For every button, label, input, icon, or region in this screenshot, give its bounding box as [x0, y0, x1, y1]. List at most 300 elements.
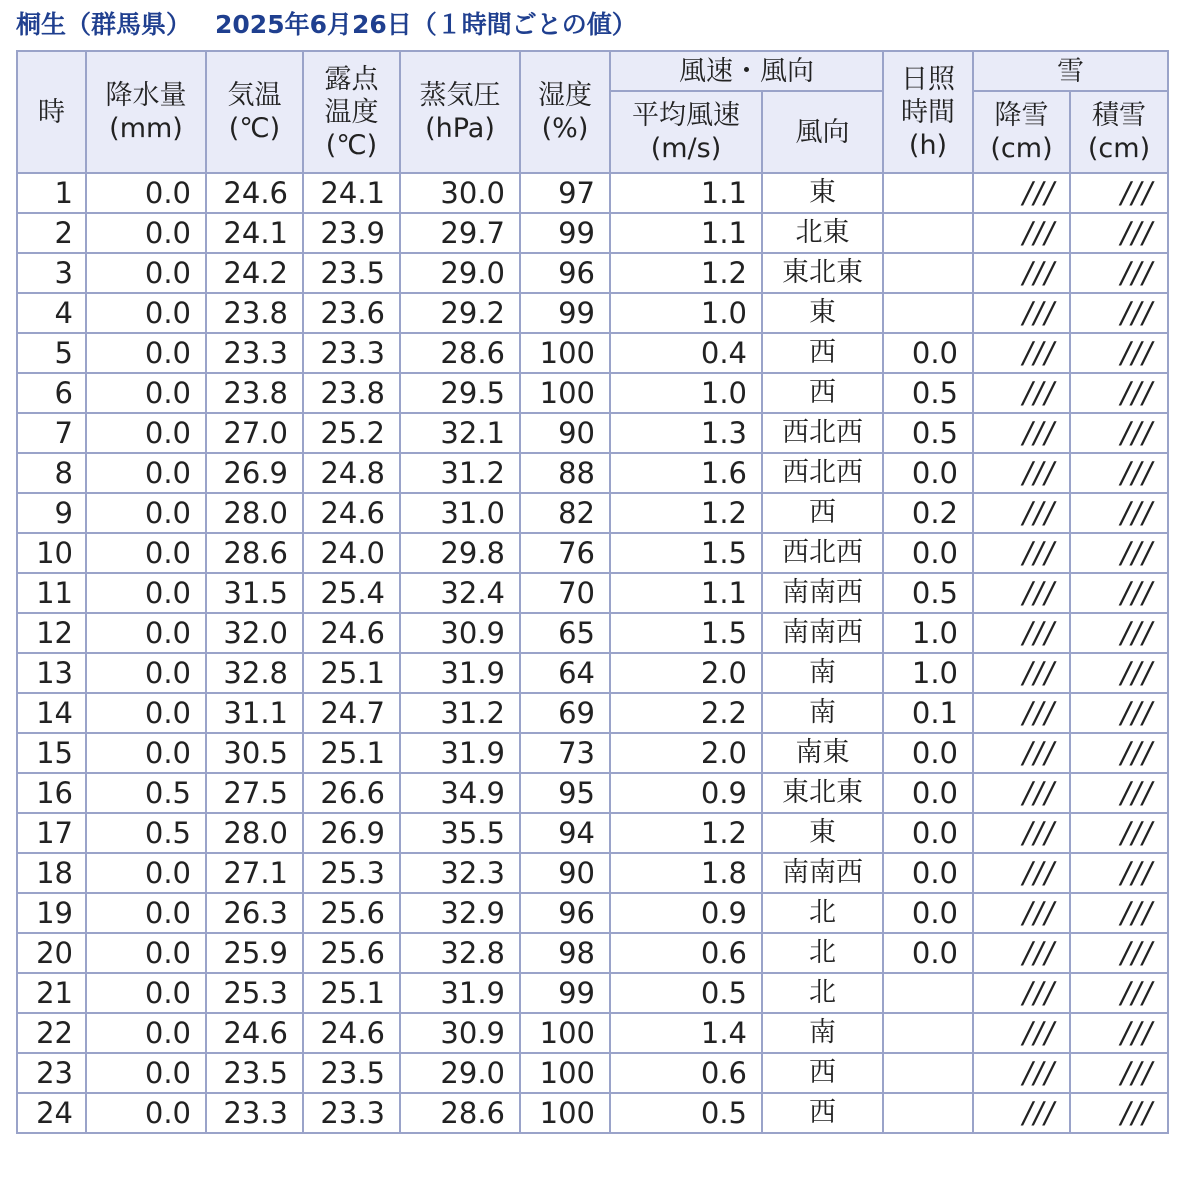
cell-precipitation: 0.0 [86, 213, 206, 253]
cell-precipitation: 0.0 [86, 253, 206, 293]
cell-sunshine [883, 293, 973, 333]
cell-snowfall: /// [973, 893, 1070, 933]
cell-sunshine: 0.5 [883, 413, 973, 453]
cell-hour: 17 [17, 813, 86, 853]
cell-hour: 23 [17, 1053, 86, 1093]
cell-humidity: 90 [520, 413, 610, 453]
cell-humidity: 69 [520, 693, 610, 733]
cell-precipitation: 0.0 [86, 853, 206, 893]
cell-snow-depth: /// [1070, 253, 1168, 293]
cell-dew-point: 25.1 [303, 733, 400, 773]
cell-vapor-pressure: 31.9 [400, 973, 520, 1013]
cell-humidity: 100 [520, 333, 610, 373]
cell-sunshine: 0.0 [883, 333, 973, 373]
cell-temperature: 25.3 [206, 973, 303, 1013]
cell-humidity: 94 [520, 813, 610, 853]
cell-hour: 13 [17, 653, 86, 693]
cell-temperature: 31.1 [206, 693, 303, 733]
table-row [17, 413, 1168, 453]
cell-precipitation: 0.0 [86, 973, 206, 1013]
cell-snow-depth: /// [1070, 373, 1168, 413]
cell-hour: 11 [17, 573, 86, 613]
cell-snowfall: /// [973, 573, 1070, 613]
cell-precipitation: 0.0 [86, 693, 206, 733]
cell-wind-speed: 1.8 [610, 853, 762, 893]
cell-wind-direction: 東 [762, 173, 883, 213]
cell-snowfall: /// [973, 173, 1070, 213]
cell-vapor-pressure: 29.0 [400, 1053, 520, 1093]
cell-snowfall: /// [973, 453, 1070, 493]
cell-temperature: 32.0 [206, 613, 303, 653]
header-snow-depth: 積雪 (cm) [1070, 91, 1168, 173]
cell-temperature: 24.6 [206, 173, 303, 213]
cell-wind-direction: 西北西 [762, 413, 883, 453]
cell-sunshine [883, 1013, 973, 1053]
cell-wind-direction: 西 [762, 1093, 883, 1133]
table-row [17, 693, 1168, 733]
cell-humidity: 76 [520, 533, 610, 573]
page-title [16, 6, 637, 44]
cell-vapor-pressure: 35.5 [400, 813, 520, 853]
cell-humidity: 73 [520, 733, 610, 773]
cell-temperature: 24.6 [206, 1013, 303, 1053]
cell-wind-speed: 1.5 [610, 533, 762, 573]
cell-temperature: 26.3 [206, 893, 303, 933]
cell-wind-direction: 南東 [762, 733, 883, 773]
cell-wind-direction: 西北西 [762, 533, 883, 573]
observation-date: 2025年6月26日（１時間ごとの値） [215, 10, 637, 39]
cell-temperature: 24.1 [206, 213, 303, 253]
cell-wind-speed: 1.6 [610, 453, 762, 493]
cell-temperature: 25.9 [206, 933, 303, 973]
table-row [17, 253, 1168, 293]
cell-humidity: 97 [520, 173, 610, 213]
table-row [17, 1093, 1168, 1133]
cell-snow-depth: /// [1070, 173, 1168, 213]
table-row [17, 933, 1168, 973]
cell-snow-depth: /// [1070, 813, 1168, 853]
cell-hour: 4 [17, 293, 86, 333]
cell-snow-depth: /// [1070, 1053, 1168, 1093]
cell-snowfall: /// [973, 933, 1070, 973]
hourly-data-table [16, 50, 1169, 1134]
cell-wind-speed: 0.4 [610, 333, 762, 373]
cell-wind-direction: 西 [762, 333, 883, 373]
cell-sunshine [883, 253, 973, 293]
cell-snowfall: /// [973, 773, 1070, 813]
cell-wind-speed: 1.0 [610, 373, 762, 413]
table-row [17, 173, 1168, 213]
cell-temperature: 24.2 [206, 253, 303, 293]
cell-vapor-pressure: 32.4 [400, 573, 520, 613]
cell-temperature: 23.3 [206, 1093, 303, 1133]
cell-precipitation: 0.0 [86, 453, 206, 493]
cell-wind-direction: 南南西 [762, 853, 883, 893]
cell-vapor-pressure: 29.8 [400, 533, 520, 573]
cell-sunshine: 0.0 [883, 893, 973, 933]
cell-sunshine: 0.0 [883, 933, 973, 973]
cell-sunshine: 0.1 [883, 693, 973, 733]
cell-vapor-pressure: 29.5 [400, 373, 520, 413]
cell-wind-direction: 南南西 [762, 613, 883, 653]
cell-sunshine: 0.5 [883, 373, 973, 413]
cell-precipitation: 0.0 [86, 333, 206, 373]
cell-hour: 12 [17, 613, 86, 653]
cell-vapor-pressure: 30.9 [400, 1013, 520, 1053]
cell-dew-point: 25.1 [303, 653, 400, 693]
cell-hour: 5 [17, 333, 86, 373]
cell-snow-depth: /// [1070, 333, 1168, 373]
cell-vapor-pressure: 31.2 [400, 453, 520, 493]
cell-dew-point: 23.6 [303, 293, 400, 333]
cell-wind-speed: 1.4 [610, 1013, 762, 1053]
cell-sunshine: 0.0 [883, 813, 973, 853]
cell-snowfall: /// [973, 733, 1070, 773]
cell-humidity: 99 [520, 213, 610, 253]
cell-sunshine [883, 973, 973, 1013]
cell-humidity: 98 [520, 933, 610, 973]
cell-snowfall: /// [973, 373, 1070, 413]
cell-temperature: 23.5 [206, 1053, 303, 1093]
cell-temperature: 23.8 [206, 293, 303, 333]
cell-dew-point: 23.3 [303, 1093, 400, 1133]
cell-wind-direction: 西 [762, 373, 883, 413]
header-temperature: 気温 (℃) [206, 51, 303, 173]
table-row [17, 493, 1168, 533]
cell-snow-depth: /// [1070, 853, 1168, 893]
cell-snow-depth: /// [1070, 973, 1168, 1013]
cell-wind-speed: 2.0 [610, 733, 762, 773]
cell-humidity: 64 [520, 653, 610, 693]
cell-snow-depth: /// [1070, 773, 1168, 813]
cell-dew-point: 24.6 [303, 1013, 400, 1053]
header-wind-group: 風速・風向 [610, 51, 883, 91]
cell-sunshine: 1.0 [883, 613, 973, 653]
cell-wind-speed: 1.0 [610, 293, 762, 333]
cell-vapor-pressure: 32.1 [400, 413, 520, 453]
cell-vapor-pressure: 34.9 [400, 773, 520, 813]
cell-wind-direction: 西 [762, 1053, 883, 1093]
cell-wind-direction: 南南西 [762, 573, 883, 613]
cell-hour: 20 [17, 933, 86, 973]
cell-hour: 9 [17, 493, 86, 533]
cell-snow-depth: /// [1070, 693, 1168, 733]
table-row [17, 653, 1168, 693]
cell-temperature: 28.6 [206, 533, 303, 573]
cell-vapor-pressure: 31.2 [400, 693, 520, 733]
cell-vapor-pressure: 31.9 [400, 733, 520, 773]
cell-precipitation: 0.0 [86, 1013, 206, 1053]
cell-temperature: 23.3 [206, 333, 303, 373]
cell-precipitation: 0.0 [86, 1053, 206, 1093]
table-row [17, 733, 1168, 773]
table-row [17, 533, 1168, 573]
cell-hour: 21 [17, 973, 86, 1013]
cell-precipitation: 0.5 [86, 773, 206, 813]
cell-sunshine: 0.0 [883, 453, 973, 493]
cell-snow-depth: /// [1070, 573, 1168, 613]
cell-wind-direction: 南 [762, 1013, 883, 1053]
cell-humidity: 96 [520, 893, 610, 933]
cell-wind-speed: 1.2 [610, 253, 762, 293]
cell-humidity: 100 [520, 373, 610, 413]
cell-sunshine: 1.0 [883, 653, 973, 693]
header-vapor-pressure: 蒸気圧 (hPa) [400, 51, 520, 173]
cell-snowfall: /// [973, 293, 1070, 333]
cell-vapor-pressure: 32.8 [400, 933, 520, 973]
cell-wind-speed: 0.6 [610, 1053, 762, 1093]
cell-wind-direction: 北東 [762, 213, 883, 253]
cell-vapor-pressure: 32.3 [400, 853, 520, 893]
cell-sunshine: 0.0 [883, 853, 973, 893]
cell-wind-speed: 1.5 [610, 613, 762, 653]
cell-temperature: 31.5 [206, 573, 303, 613]
cell-dew-point: 25.1 [303, 973, 400, 1013]
cell-snowfall: /// [973, 493, 1070, 533]
cell-snow-depth: /// [1070, 733, 1168, 773]
table-row [17, 213, 1168, 253]
cell-snow-depth: /// [1070, 653, 1168, 693]
cell-dew-point: 25.2 [303, 413, 400, 453]
cell-wind-direction: 東北東 [762, 773, 883, 813]
cell-precipitation: 0.0 [86, 573, 206, 613]
cell-humidity: 95 [520, 773, 610, 813]
cell-dew-point: 23.8 [303, 373, 400, 413]
cell-snow-depth: /// [1070, 613, 1168, 653]
cell-wind-speed: 1.3 [610, 413, 762, 453]
cell-wind-direction: 東 [762, 293, 883, 333]
table-row [17, 293, 1168, 333]
table-row [17, 333, 1168, 373]
cell-temperature: 30.5 [206, 733, 303, 773]
cell-snow-depth: /// [1070, 893, 1168, 933]
cell-hour: 8 [17, 453, 86, 493]
cell-sunshine: 0.2 [883, 493, 973, 533]
cell-wind-speed: 2.0 [610, 653, 762, 693]
cell-wind-speed: 1.2 [610, 493, 762, 533]
header-humidity: 湿度 (%) [520, 51, 610, 173]
cell-snowfall: /// [973, 213, 1070, 253]
table-header [17, 51, 1168, 173]
cell-wind-speed: 0.9 [610, 893, 762, 933]
cell-snowfall: /// [973, 1093, 1070, 1133]
table-row [17, 813, 1168, 853]
cell-precipitation: 0.0 [86, 653, 206, 693]
header-snow-group: 雪 [973, 51, 1168, 91]
cell-dew-point: 25.6 [303, 933, 400, 973]
header-sunshine: 日照 時間 (h) [883, 51, 973, 173]
cell-dew-point: 26.9 [303, 813, 400, 853]
cell-snow-depth: /// [1070, 293, 1168, 333]
cell-hour: 1 [17, 173, 86, 213]
cell-vapor-pressure: 28.6 [400, 333, 520, 373]
cell-snowfall: /// [973, 653, 1070, 693]
cell-sunshine [883, 1093, 973, 1133]
cell-dew-point: 23.9 [303, 213, 400, 253]
cell-hour: 6 [17, 373, 86, 413]
cell-wind-speed: 0.5 [610, 1093, 762, 1133]
cell-dew-point: 24.0 [303, 533, 400, 573]
station-name: 桐生（群馬県） [16, 10, 192, 39]
cell-hour: 7 [17, 413, 86, 453]
cell-hour: 2 [17, 213, 86, 253]
header-precipitation: 降水量 (mm) [86, 51, 206, 173]
cell-temperature: 27.5 [206, 773, 303, 813]
table-row [17, 613, 1168, 653]
cell-wind-speed: 1.1 [610, 213, 762, 253]
cell-snow-depth: /// [1070, 453, 1168, 493]
cell-precipitation: 0.0 [86, 493, 206, 533]
cell-humidity: 100 [520, 1093, 610, 1133]
table-row [17, 453, 1168, 493]
cell-dew-point: 24.6 [303, 493, 400, 533]
cell-vapor-pressure: 28.6 [400, 1093, 520, 1133]
table-row [17, 773, 1168, 813]
cell-dew-point: 25.6 [303, 893, 400, 933]
cell-humidity: 99 [520, 973, 610, 1013]
cell-snowfall: /// [973, 333, 1070, 373]
cell-wind-speed: 0.5 [610, 973, 762, 1013]
cell-humidity: 70 [520, 573, 610, 613]
cell-snow-depth: /// [1070, 1093, 1168, 1133]
cell-wind-speed: 0.6 [610, 933, 762, 973]
cell-humidity: 99 [520, 293, 610, 333]
cell-hour: 24 [17, 1093, 86, 1133]
cell-snowfall: /// [973, 1053, 1070, 1093]
cell-sunshine: 0.5 [883, 573, 973, 613]
cell-snowfall: /// [973, 853, 1070, 893]
cell-vapor-pressure: 30.9 [400, 613, 520, 653]
cell-sunshine [883, 213, 973, 253]
cell-temperature: 32.8 [206, 653, 303, 693]
cell-wind-speed: 1.2 [610, 813, 762, 853]
cell-wind-direction: 北 [762, 893, 883, 933]
cell-dew-point: 24.8 [303, 453, 400, 493]
cell-wind-speed: 0.9 [610, 773, 762, 813]
cell-humidity: 96 [520, 253, 610, 293]
cell-wind-direction: 西 [762, 493, 883, 533]
cell-precipitation: 0.0 [86, 173, 206, 213]
cell-humidity: 88 [520, 453, 610, 493]
cell-sunshine: 0.0 [883, 773, 973, 813]
cell-humidity: 100 [520, 1053, 610, 1093]
table-row [17, 973, 1168, 1013]
cell-humidity: 82 [520, 493, 610, 533]
cell-vapor-pressure: 31.0 [400, 493, 520, 533]
cell-dew-point: 23.3 [303, 333, 400, 373]
cell-dew-point: 24.1 [303, 173, 400, 213]
cell-snow-depth: /// [1070, 213, 1168, 253]
cell-humidity: 100 [520, 1013, 610, 1053]
cell-snowfall: /// [973, 813, 1070, 853]
cell-wind-direction: 南 [762, 693, 883, 733]
cell-snowfall: /// [973, 693, 1070, 733]
table-row [17, 1053, 1168, 1093]
cell-precipitation: 0.0 [86, 613, 206, 653]
cell-snowfall: /// [973, 413, 1070, 453]
cell-snow-depth: /// [1070, 493, 1168, 533]
cell-wind-speed: 1.1 [610, 173, 762, 213]
cell-wind-direction: 南 [762, 653, 883, 693]
cell-sunshine: 0.0 [883, 533, 973, 573]
cell-wind-direction: 東北東 [762, 253, 883, 293]
cell-sunshine: 0.0 [883, 733, 973, 773]
cell-precipitation: 0.0 [86, 733, 206, 773]
cell-precipitation: 0.0 [86, 373, 206, 413]
cell-dew-point: 25.3 [303, 853, 400, 893]
cell-humidity: 90 [520, 853, 610, 893]
cell-temperature: 23.8 [206, 373, 303, 413]
cell-snowfall: /// [973, 613, 1070, 653]
table-body [17, 173, 1168, 1133]
cell-wind-direction: 北 [762, 933, 883, 973]
cell-precipitation: 0.0 [86, 413, 206, 453]
cell-temperature: 26.9 [206, 453, 303, 493]
cell-sunshine [883, 173, 973, 213]
cell-hour: 15 [17, 733, 86, 773]
cell-dew-point: 23.5 [303, 1053, 400, 1093]
cell-vapor-pressure: 31.9 [400, 653, 520, 693]
cell-hour: 10 [17, 533, 86, 573]
cell-dew-point: 25.4 [303, 573, 400, 613]
table-row [17, 573, 1168, 613]
cell-snow-depth: /// [1070, 933, 1168, 973]
cell-dew-point: 24.6 [303, 613, 400, 653]
cell-precipitation: 0.5 [86, 813, 206, 853]
cell-precipitation: 0.0 [86, 893, 206, 933]
cell-hour: 3 [17, 253, 86, 293]
cell-precipitation: 0.0 [86, 933, 206, 973]
cell-vapor-pressure: 29.0 [400, 253, 520, 293]
cell-wind-speed: 2.2 [610, 693, 762, 733]
cell-vapor-pressure: 30.0 [400, 173, 520, 213]
header-hour: 時 [17, 51, 86, 173]
cell-dew-point: 23.5 [303, 253, 400, 293]
cell-wind-direction: 東 [762, 813, 883, 853]
cell-snow-depth: /// [1070, 413, 1168, 453]
cell-snowfall: /// [973, 1013, 1070, 1053]
cell-temperature: 28.0 [206, 813, 303, 853]
cell-precipitation: 0.0 [86, 293, 206, 333]
cell-vapor-pressure: 29.7 [400, 213, 520, 253]
cell-hour: 16 [17, 773, 86, 813]
cell-precipitation: 0.0 [86, 533, 206, 573]
cell-vapor-pressure: 32.9 [400, 893, 520, 933]
cell-snowfall: /// [973, 973, 1070, 1013]
cell-wind-direction: 西北西 [762, 453, 883, 493]
header-wind-speed: 平均風速 (m/s) [610, 91, 762, 173]
cell-hour: 22 [17, 1013, 86, 1053]
table-row [17, 893, 1168, 933]
cell-wind-speed: 1.1 [610, 573, 762, 613]
cell-wind-direction: 北 [762, 973, 883, 1013]
cell-precipitation: 0.0 [86, 1093, 206, 1133]
cell-temperature: 28.0 [206, 493, 303, 533]
header-snowfall: 降雪 (cm) [973, 91, 1070, 173]
table-row [17, 853, 1168, 893]
table-row [17, 373, 1168, 413]
cell-dew-point: 26.6 [303, 773, 400, 813]
cell-snow-depth: /// [1070, 1013, 1168, 1053]
cell-sunshine [883, 1053, 973, 1093]
table-row [17, 1013, 1168, 1053]
cell-hour: 18 [17, 853, 86, 893]
cell-snowfall: /// [973, 253, 1070, 293]
cell-hour: 19 [17, 893, 86, 933]
cell-vapor-pressure: 29.2 [400, 293, 520, 333]
cell-temperature: 27.0 [206, 413, 303, 453]
header-dew-point: 露点 温度 (℃) [303, 51, 400, 173]
